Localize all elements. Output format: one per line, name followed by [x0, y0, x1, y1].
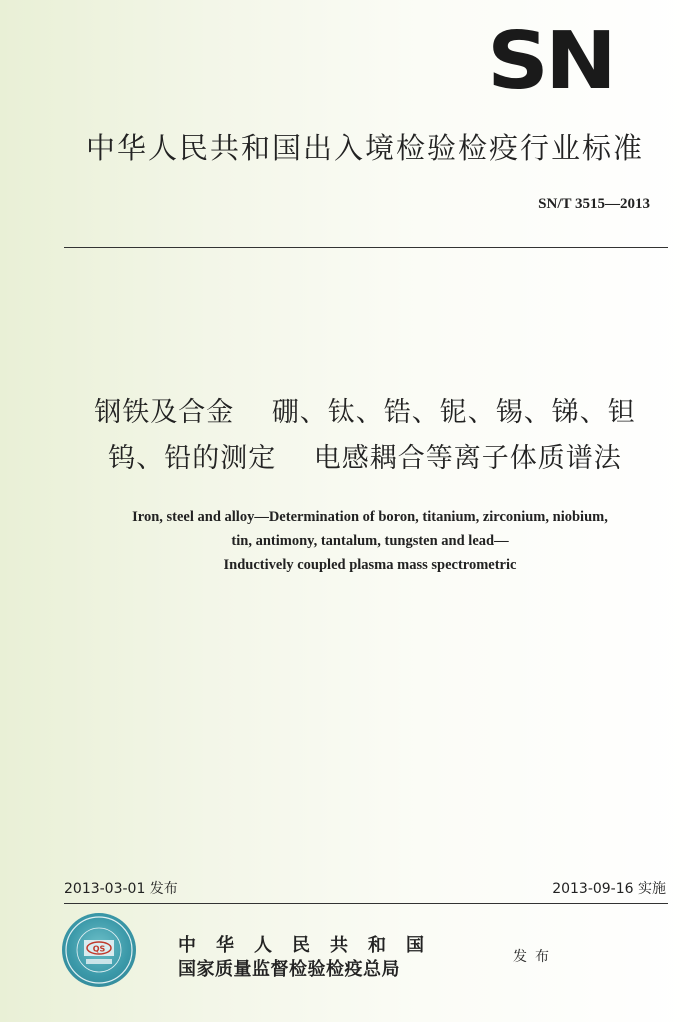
- english-title: [0, 505, 700, 577]
- svg-text:QS: QS: [92, 944, 106, 954]
- top-divider: [64, 247, 668, 248]
- sn-logo: SN: [487, 15, 613, 108]
- publish-label: 发布: [513, 949, 557, 965]
- organization-title: 中华人民共和国出入境检验检疫行业标准: [85, 131, 644, 165]
- english-title-line-1: Iron, steel and alloy—Determination of boron, titanium, zirconium, niobium,: [132, 509, 608, 525]
- publisher-line-1: 中华人民共和国: [178, 935, 444, 956]
- english-title-line-3: Inductively coupled plasma mass spectrometric: [223, 557, 517, 573]
- issue-date: 2013-03-01 发布: [64, 881, 178, 897]
- chinese-title: [0, 390, 700, 482]
- english-title-line-2: tin, antimony, tantalum, tungsten and lead—: [231, 533, 509, 549]
- standard-code: SN/T 3515—2013: [538, 196, 650, 212]
- publisher-line-2: 国家质量监督检验检疫总局: [178, 959, 400, 980]
- publisher-block: [178, 934, 444, 982]
- chinese-title-line-2: 钨、铅的测定 电感耦合等离子体质谱法: [108, 443, 622, 474]
- bottom-divider: [64, 903, 668, 904]
- effective-date: 2013-09-16 实施: [552, 881, 666, 897]
- certification-seal-icon: [62, 913, 136, 987]
- chinese-title-line-1: 钢铁及合金 硼、钛、锆、铌、锡、锑、钽: [94, 397, 636, 428]
